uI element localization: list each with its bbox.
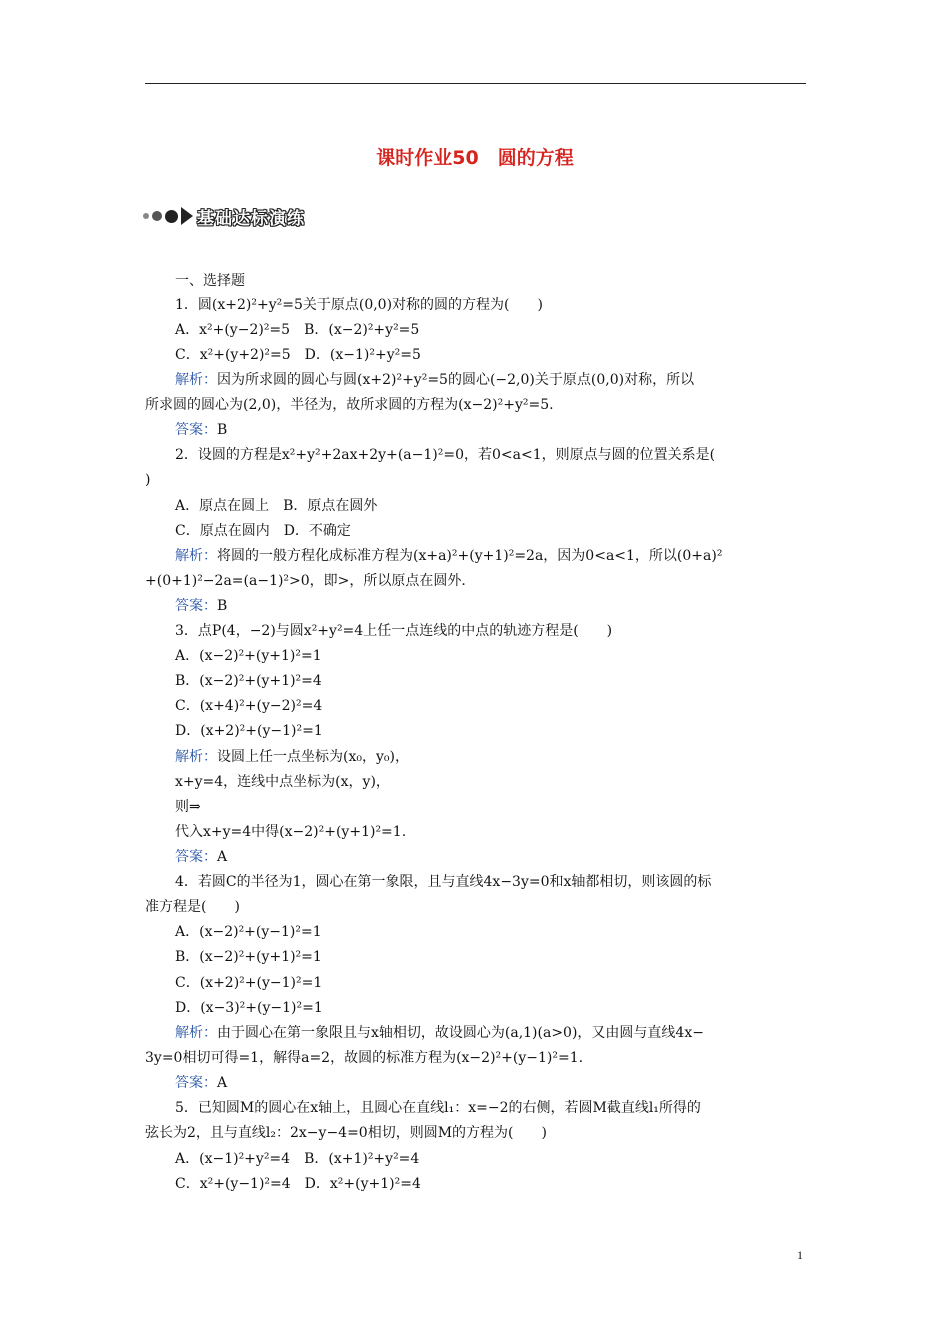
line-text: C．原点在圆内 D．不确定 [175,523,351,539]
solution-label: 答案： [175,422,217,438]
page-number: 1 [797,1248,803,1262]
line-text: D．(x−3)²+(y−1)²=1 [175,1000,323,1016]
solution-label: 解析： [175,372,217,388]
line-text: B．(x−2)²+(y+1)²=4 [175,673,322,689]
text-line [145,470,150,490]
line-text: C．x²+(y−1)²=4 D．x²+(y+1)²=4 [175,1176,421,1192]
text-line [175,1098,701,1118]
solution-label: 解析： [175,548,217,564]
line-text: B [217,598,228,614]
line-text: A [217,849,228,865]
arrow-right-icon [181,207,193,225]
line-text: 弦长为2，且与直线l₂：2x−y−4=0相切，则圆M的方程为( ) [145,1125,547,1141]
line-text: 则⇒ [175,799,201,815]
line-text: 因为所求圆的圆心与圆(x+2)²+y²=5的圆心(−2,0)关于原点(0,0)对称，所以 [217,372,695,388]
text-line [145,897,240,917]
text-line [175,973,322,993]
bullet-dot-icon [143,213,149,219]
text-line [175,1073,227,1093]
text-line [175,872,711,892]
text-line [175,671,322,691]
section-banner [143,204,305,228]
line-text: D．(x+2)²+(y−1)²=1 [175,723,323,739]
text-line [175,1149,419,1169]
solution-label: 答案： [175,1075,217,1091]
line-text: 所求圆的圆心为(2,0)，半径为，故所求圆的方程为(x−2)²+y²=5. [145,397,554,413]
solution-label: 答案： [175,849,217,865]
line-text: 代入x+y=4中得(x−2)²+(y+1)²=1. [175,824,407,840]
text-line [175,621,612,641]
line-text: ) [145,472,151,488]
line-text: B．(x−2)²+(y+1)²=1 [175,949,322,965]
line-text: 4．若圆C的半径为1，圆心在第一象限，且与直线4x−3y=0和x轴都相切，则该圆的标 [175,874,712,890]
line-text: C．x²+(y+2)²=5 D．(x−1)²+y²=5 [175,347,421,363]
text-line [175,947,322,967]
text-line [175,922,322,942]
line-text: A．(x−1)²+y²=4 B．(x+1)²+y²=4 [175,1151,420,1167]
bullet-dot-icon [152,211,162,221]
text-line [145,1048,583,1068]
section-banner-label: 基础达标演练 [197,208,305,229]
line-text: A [217,1075,228,1091]
line-text: A．(x−2)²+(y−1)²=1 [175,924,322,940]
text-line [175,1023,704,1043]
text-line [175,1174,421,1194]
line-text: 设圆上任一点坐标为(x₀，y₀)， [217,749,409,765]
line-text: 3y=0相切可得=1，解得a=2，故圆的标准方程为(x−2)²+(y−1)²=1. [145,1050,584,1066]
text-line [145,395,554,415]
text-line [175,370,694,390]
text-line [175,521,351,541]
line-text: 1．圆(x+2)²+y²=5关于原点(0,0)对称的圆的方程为( ) [175,297,543,313]
line-text: C．(x+2)²+(y−1)²=1 [175,975,323,991]
text-line [175,295,543,315]
bullet-dot-icon [165,210,178,223]
line-text: A．原点在圆上 B．原点在圆外 [175,498,378,514]
solution-label: 解析： [175,749,217,765]
line-text: 将圆的一般方程化成标准方程为(x+a)²+(y+1)²=2a，因为0<a<1，所以(0+a)² [217,548,723,564]
text-line [175,747,409,767]
line-text: 一、选择题 [175,273,245,289]
text-line [175,822,406,842]
text-line [175,797,201,817]
text-line [175,496,377,516]
line-text: B [217,422,228,438]
text-line [175,546,722,566]
text-line [175,646,322,666]
line-text: x+y=4，连线中点坐标为(x，y)， [175,774,390,790]
text-line [175,420,227,440]
text-line [175,345,421,365]
solution-label: 解析： [175,1025,217,1041]
text-line [175,445,715,465]
text-line [145,1123,547,1143]
line-text: A．(x−2)²+(y+1)²=1 [175,648,322,664]
line-text: 由于圆心在第一象限且与x轴相切，故设圆心为(a,1)(a>0)，又由圆与直线4x− [217,1025,704,1041]
text-line [175,847,227,867]
header-rule [145,83,806,84]
text-line [175,596,227,616]
line-text: 2．设圆的方程是x²+y²+2ax+2y+(a−1)²=0，若0<a<1，则原点与圆的位置关系是( [175,447,716,463]
text-line [175,998,323,1018]
text-line [175,320,419,340]
text-line [175,772,390,792]
text-line [175,271,245,291]
page-title: 课时作业50 圆的方程 [376,147,574,169]
solution-label: 答案： [175,598,217,614]
line-text: 3．点P(4，−2)与圆x²+y²=4上任一点连线的中点的轨迹方程是( ) [175,623,613,639]
text-line [175,721,323,741]
text-line [145,571,466,591]
line-text: A．x²+(y−2)²=5 B．(x−2)²+y²=5 [175,322,420,338]
line-text: +(0+1)²−2a=(a−1)²>0，即>，所以原点在圆外. [145,573,466,589]
line-text: C．(x+4)²+(y−2)²=4 [175,698,323,714]
text-line [175,696,322,716]
line-text: 准方程是( ) [145,899,240,915]
line-text: 5．已知圆M的圆心在x轴上，且圆心在直线l₁：x=−2的右侧，若圆M截直线l₁所得的 [175,1100,701,1116]
